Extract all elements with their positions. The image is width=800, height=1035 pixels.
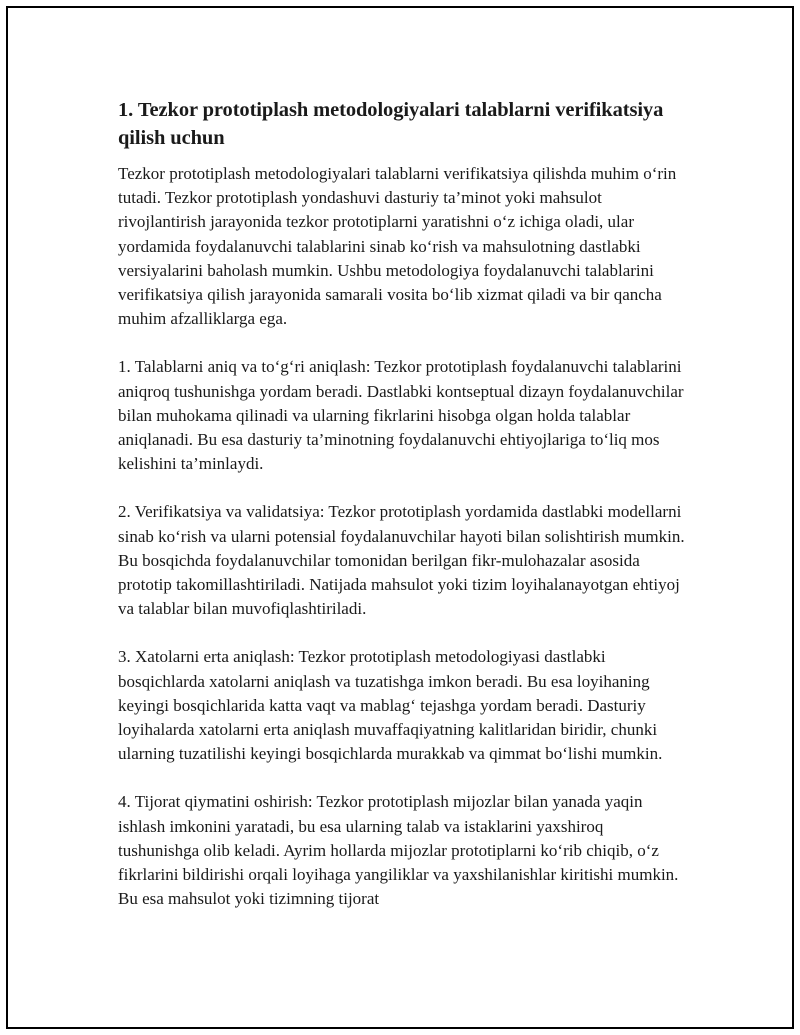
paragraph-commercial-value: 4. Tijorat qiymatini oshirish: Tezkor prototiplash mijozlar bilan yanada yaqin ishlash imkonini yaratadi, bu esa ularning talab va istaklarini yaxshiroq tushunishga olib keladi. Ayrim hollarda mijozlar prototiplarni ko‘rib chiqib, o‘z fikrlarini bildirishi orqali loyihaga yangiliklar va yaxshilanishlar kiritishi mumkin. Bu esa mahsulot yoki tizimning tijorat: [118, 792, 679, 909]
intro-paragraph: Tezkor prototiplash metodologiyalari talablarni verifikatsiya qilishda muhim o‘rin tutadi. Tezkor prototiplash yondashuvi dasturiy ta’minot yoki mahsulot rivojlantirish jarayonida tezkor prototiplarni yaratishni o‘z ichiga oladi, ular yordamida foydalanuvchi talablarini sinab ko‘rish va mahsulotning dastlabki versiyalarini baholash mumkin. Ushbu metodologiya foydalanuvchi talablarini verifikatsiya qilish jarayonida samarali vosita bo‘lib xizmat qiladi va bir qancha muhim afzalliklarga ega.: [118, 164, 677, 329]
document-title: 1. Tezkor prototiplash metodologiyalari talablarni verifikatsiya qilish uchun: [118, 99, 664, 149]
document-page: [6, 6, 794, 1029]
document-body: [118, 96, 688, 935]
paragraph-early-errors: 3. Xatolarni erta aniqlash: Tezkor prototiplash metodologiyasi dastlabki bosqichlarda xatolarni aniqlash va tuzatishga imkon beradi. Bu esa loyihaning keyingi bosqichlarida katta vaqt va mablag‘ tejashga yordam beradi. Dasturiy loyihalarda xatolarni erta aniqlash muvaffaqiyatning kalitlaridan biridir, chunki ularning tuzatilishi keyingi bosqichlarda murakkab va qimmat bo‘lishi mumkin.: [118, 647, 663, 764]
paragraph-requirements: 1. Talablarni aniq va to‘g‘ri aniqlash: Tezkor prototiplash foydalanuvchi talablarini aniqroq tushunishga yordam beradi. Dastlabki kontseptual dizayn foydalanuvchilar bilan muhokama qilinadi va ularning fikrlarini hisobga olgan holda talablar aniqlanadi. Bu esa dasturiy ta’minotning foydalanuvchi ehtiyojlariga to‘liq mos kelishini ta’minlaydi.: [118, 357, 684, 474]
paragraph-verification: 2. Verifikatsiya va validatsiya: Tezkor prototiplash yordamida dastlabki modellarni sinab ko‘rish va ularni potensial foydalanuvchilar hayoti bilan solishtirish mumkin. Bu bosqichda foydalanuvchilar tomonidan berilgan fikr-mulohazalar asosida prototip takomillashtiriladi. Natijada mahsulot yoki tizim loyihalanayotgan ehtiyoj va talablar bilan muvofiqlashtiriladi.: [118, 502, 685, 619]
